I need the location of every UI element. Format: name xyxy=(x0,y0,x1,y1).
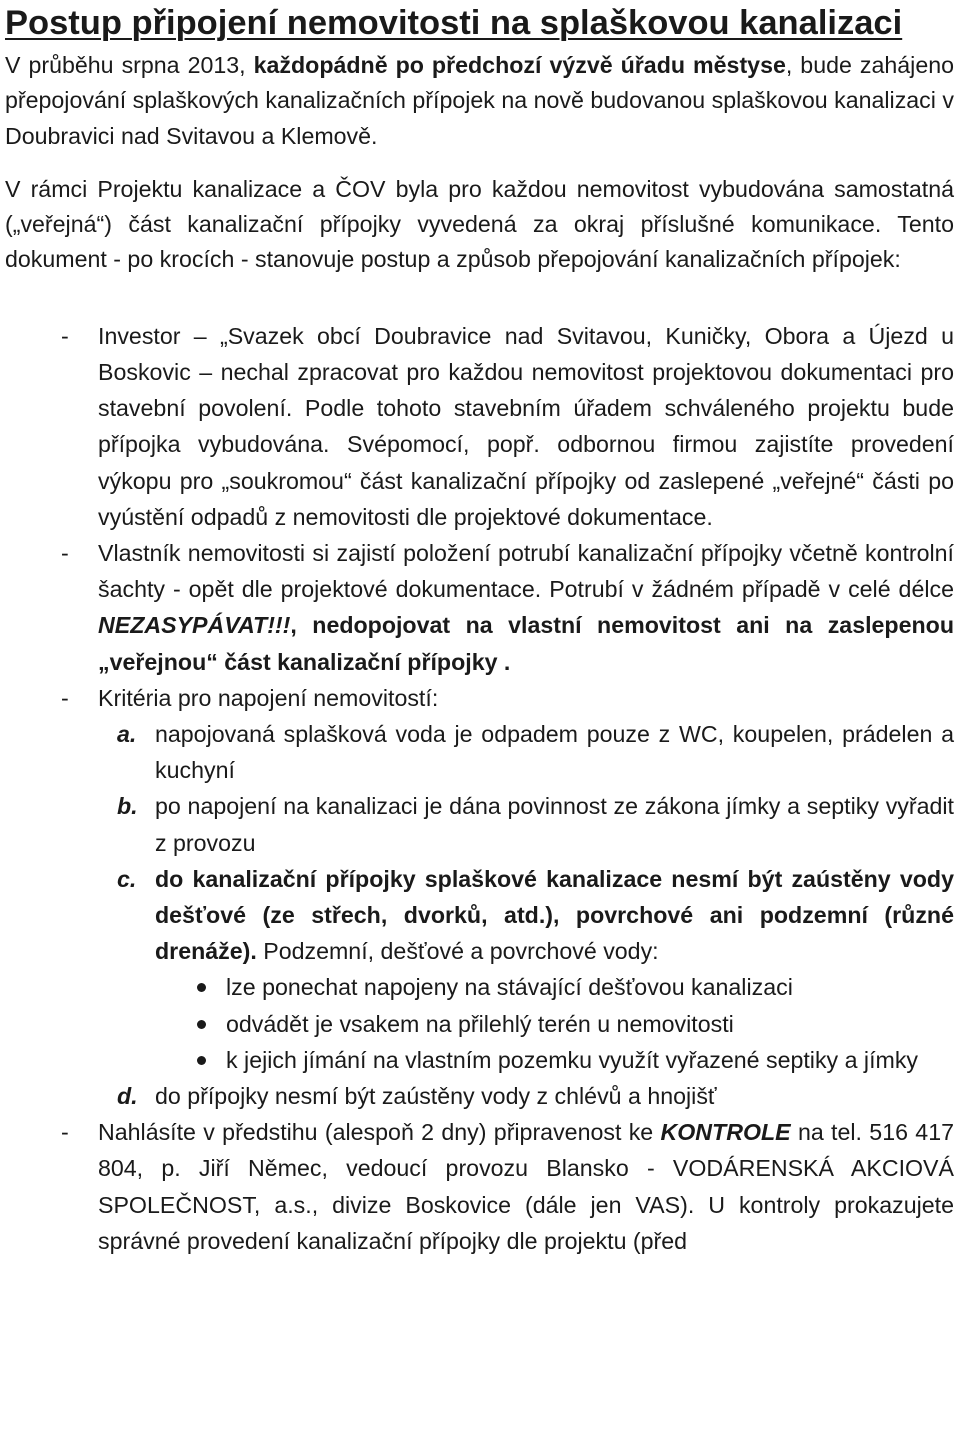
criteria-letter: a. xyxy=(117,721,137,748)
bullet-item xyxy=(5,969,954,1005)
page-title: Postup připojení nemovitosti na splaškovou kanalizaci xyxy=(5,4,903,42)
intro-bold-text: každopádně po předchozí výzvě úřadu městyse xyxy=(253,52,786,78)
bullet-item xyxy=(5,1042,954,1078)
bullet-text: k jejich jímání na vlastním pozemku využít vyřazené septiky a jímky xyxy=(226,1046,919,1073)
bullet-icon xyxy=(197,983,206,992)
list-item-owner xyxy=(5,535,954,680)
bullet-item xyxy=(5,1006,954,1042)
control-text-end: na tel. 516 417 804, p. Jiří Němec, vedoucí provozu Blansko - VODÁRENSKÁ AKCIOVÁ SPOLEČNOST, a.s., divize Boskovice (dále jen VAS). U kontroly prokazujete správné provedení kanalizační přípojky dle projektu (před xyxy=(98,1119,954,1254)
criteria-a-text: napojovaná splašková voda je odpadem pouze z WC, koupelen, prádelen a kuchyní xyxy=(155,721,954,784)
bullet-icon xyxy=(197,1020,206,1029)
criteria-item-a xyxy=(5,716,954,788)
list-dash: - xyxy=(61,1119,69,1146)
control-text-start: Nahlásíte v předstihu (alespoň 2 dny) připravenost ke xyxy=(98,1119,661,1146)
criteria-b-text: po napojení na kanalizaci je dána povinnost ze zákona jímky a septiky vyřadit z provozu xyxy=(155,793,954,856)
owner-bold-text: , nedopojovat na vlastní nemovitost ani na zaslepenou „veřejnou“ část kanalizační přípojky . xyxy=(98,612,954,675)
owner-emphasis: NEZASYPÁVAT!!! xyxy=(98,612,291,639)
intro-text-end: , bude zahájeno přepojování splaškových kanalizačních přípojek na nově budovanou splaškovou kanalizaci v Doubravici nad Svitavou a Klemově. xyxy=(5,52,955,149)
list-dash: - xyxy=(61,540,69,566)
criteria-c-bold-text: do kanalizační přípojky splaškové kanalizace nesmí být zaústěny vody dešťové (ze střech, dvorků, atd.), povrchové ani podzemní (různé drenáže). xyxy=(155,865,954,965)
criteria-letter: b. xyxy=(117,793,138,820)
criteria-intro: Kritéria pro napojení nemovitostí: xyxy=(98,684,439,711)
criteria-letter: d. xyxy=(117,1083,138,1110)
criteria-c-text: Podzemní, dešťové a povrchové vody: xyxy=(256,938,659,965)
list-dash: - xyxy=(61,684,69,711)
owner-text: Vlastník nemovitosti si zajistí položení potrubí kanalizační přípojky včetně kontrolní šachty - opět dle projektové dokumentace. Potrubí v žádném případě v celé délce xyxy=(98,540,954,603)
project-paragraph: V rámci Projektu kanalizace a ČOV byla pro každou nemovitost vybudována samostatná („veřejná“) část kanalizační přípojky vyvedená za okraj příslušné komunikace. Tento dokument - po krocích - stanovuje postup a způsob přepojování kanalizačních přípojek: xyxy=(5,175,954,273)
criteria-item-b xyxy=(5,788,954,860)
steps-list xyxy=(5,318,954,1259)
list-item-investor xyxy=(5,318,954,535)
criteria-d-text: do přípojky nesmí být zaústěny vody z chlévů a hnojišť xyxy=(155,1083,717,1110)
bullet-text: odvádět je vsakem na přilehlý terén u nemovitosti xyxy=(226,1010,734,1037)
list-item-criteria xyxy=(5,680,954,716)
intro-paragraph xyxy=(5,48,954,154)
bullet-icon xyxy=(197,1056,206,1065)
list-item-control xyxy=(5,1114,954,1259)
criteria-item-c xyxy=(5,861,954,970)
list-dash: - xyxy=(61,322,69,349)
criteria-item-d xyxy=(5,1078,954,1114)
intro-text-start: V průběhu srpna 2013, xyxy=(5,52,254,78)
bullet-text: lze ponechat napojeny na stávající dešťovou kanalizaci xyxy=(226,974,793,1001)
criteria-letter: c. xyxy=(117,865,137,892)
investor-text: Investor – „Svazek obcí Doubravice nad Svitavou, Kuničky, Obora a Újezd u Boskovic – nechal zpracovat pro každou nemovitost projektovou dokumentaci pro stavební povolení. Podle tohoto stavebním úřadem schváleného projektu bude přípojka vybudována. Svépomocí, popř. odbornou firmou zajistíte provedení výkopu pro „soukromou“ část kanalizační přípojky od zaslepené „veřejné“ části po vyústění odpadů z nemovitosti dle projektové dokumentace. xyxy=(98,322,954,530)
control-emphasis: KONTROLE xyxy=(660,1119,791,1146)
